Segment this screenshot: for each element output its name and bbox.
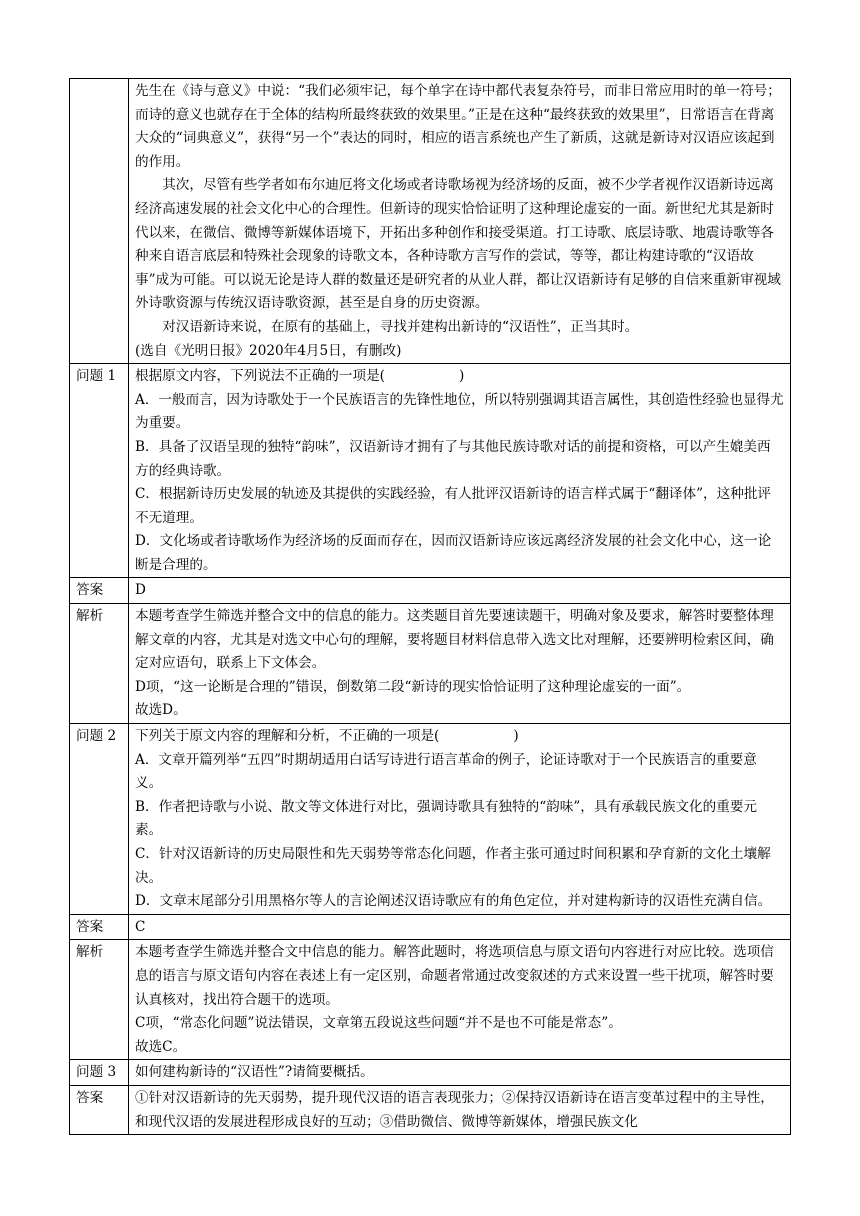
option-c: C．根据新诗历史发展的轨迹及其提供的实践经验，有人批评汉语新诗的语言样式属于“翻译体”，这种批评不无道理。 (135, 486, 772, 526)
option-a: A．文章开篇列举“五四”时期胡适用白话写诗进行语言革命的例子，论证诗歌对于一个民族语言的重要意义。 (135, 751, 757, 792)
analysis-paragraph: C项，“常态化问题”说法错误，文章第五段说这些问题“并不是也不可能是常态”。 (135, 1015, 622, 1032)
question-3-label: 问题 3 (70, 1060, 129, 1086)
question-2-label: 问题 2 (70, 724, 129, 915)
question-stem-end: ) (513, 728, 519, 745)
answer-2-value: C (129, 914, 791, 940)
passage-label-cell (70, 79, 129, 364)
question-1-row (70, 364, 791, 578)
passage-paragraph: 先生在《诗与意义》中说：“我们必须牢记，每个单字在诗中都代表复杂符号，而非日常应用时的单一符号；而诗的意义也就存在于全体的结构所最终获致的效果里。”正是在这种“最终获致的效果里”，日常语言在背离大众的“词典意义”，获得“另一个”表达的同时，相应的语言系统也产生了新质，这就是新诗对汉语应该起到的作用。 (135, 83, 781, 170)
analysis-2-content (129, 940, 791, 1060)
question-2-row (70, 724, 791, 915)
answer-1-row (70, 578, 791, 604)
analysis-conclusion: 故选D。 (135, 702, 187, 719)
option-a: A．一般而言，因为诗歌处于一个民族语言的先锋性地位，所以特别强调其语言属性，其创造性经验也显得尤为重要。 (135, 391, 784, 432)
passage-content (129, 79, 791, 364)
option-c: C．针对汉语新诗的历史局限性和先天弱势等常态化问题，作者主张可通过时间积累和孕育新的文化土壤解决。 (135, 846, 771, 886)
question-3-stem: 如何建构新诗的“汉语性”?请简要概括。 (129, 1060, 791, 1086)
answer-3-content: ①针对汉语新诗的先天弱势，提升现代汉语的语言表现张力；②保持汉语新诗在语言变革过程中的主导性，和现代汉语的发展进程形成良好的互动；③借助微信、微博等新媒体，增强民族文化 (129, 1085, 791, 1134)
question-stem-text: 根据原文内容，下列说法不正确的一项是( (135, 368, 385, 385)
passage-paragraph: 其次，尽管有些学者如布尔迪厄将文化场或者诗歌场视为经济场的反面，被不少学者视作汉语新诗远离经济高速发展的社会文化中心的合理性。但新诗的现实恰恰证明了这种理论虚妄的一面。新世纪尤其是新时代以来，在微信、微博等新媒体语境下，开拓出多种创作和接受渠道。打工诗歌、底层诗歌、地震诗歌等各种来自语言底层和特殊社会现象的诗歌文本，各种诗歌方言写作的尝试，等等，都让构建诗歌的“汉语故事”成为可能。可以说无论是诗人群的数量还是研究者的从业人群，都让汉语新诗有足够的自信来重新审视域外诗歌资源与传统汉语诗歌资源，甚至是自身的历史资源。 (135, 177, 781, 312)
question-stem-end: ) (459, 368, 465, 385)
passage-row (70, 79, 791, 364)
question-stem-text: 下列关于原文内容的理解和分析，不正确的一项是( (135, 728, 440, 745)
answer-2-label: 答案 (70, 914, 129, 940)
question-1-content (129, 364, 791, 578)
option-b: B．具备了汉语呈现的独特“韵味”，汉语新诗才拥有了与其他民族诗歌对话的前提和资格，可以产生媲美西方的经典诗歌。 (135, 438, 771, 479)
option-b: B．作者把诗歌与小说、散文等文体进行对比，强调诗歌具有独特的“韵味”，具有承载民族文化的重要元素。 (135, 798, 758, 839)
analysis-2-label: 解析 (70, 940, 129, 1060)
question-1-stem (135, 365, 784, 389)
answer-1-value: D (129, 578, 791, 604)
question-1-label: 问题 1 (70, 364, 129, 578)
analysis-conclusion: 故选C。 (135, 1038, 187, 1055)
analysis-1-label: 解析 (70, 604, 129, 724)
analysis-2-row (70, 940, 791, 1060)
question-3-row (70, 1060, 791, 1086)
answer-3-label: 答案 (70, 1085, 129, 1134)
analysis-1-content (129, 604, 791, 724)
analysis-paragraph: D项，“这一论断是合理的”错误，倒数第二段“新诗的现实恰恰证明了这种理论虚妄的一面”。 (135, 678, 691, 695)
passage-paragraph: 对汉语新诗来说，在原有的基础上，寻找并建构出新诗的“汉语性”，正当其时。 (162, 318, 639, 335)
question-2-content (129, 724, 791, 915)
analysis-paragraph: 本题考查学生筛选并整合文中的信息的能力。这类题目首先要速读题干，明确对象及要求，解答时要整体理解文章的内容，尤其是对选文中心句的理解，要将题目材料信息带入选文比对理解，还要辨明检索区间，确定对应语句，联系上下文体会。 (135, 608, 774, 672)
answer-2-row (70, 914, 791, 940)
option-d: D．文章末尾部分引用黑格尔等人的言论阐述汉语诗歌应有的角色定位，并对建构新诗的汉语性充满自信。 (135, 893, 772, 910)
analysis-paragraph: 本题考查学生筛选并整合文中信息的能力。解答此题时，将选项信息与原文语句内容进行对应比较。选项信息的语言与原文语句内容在表述上有一定区别，命题者常通过改变叙述的方式来设置一些干扰项，解答时要认真核对，找出符合题干的选项。 (135, 944, 774, 1008)
option-d: D．文化场或者诗歌场作为经济场的反面而存在，因而汉语新诗应该远离经济发展的社会文化中心，这一论断是合理的。 (135, 533, 772, 573)
answer-1-label: 答案 (70, 578, 129, 604)
question-2-stem (135, 725, 784, 749)
question-table (69, 78, 791, 1135)
passage-source: (选自《光明日报》2020年4月5日，有删改) (135, 342, 402, 359)
answer-3-row (70, 1085, 791, 1134)
analysis-1-row (70, 604, 791, 724)
